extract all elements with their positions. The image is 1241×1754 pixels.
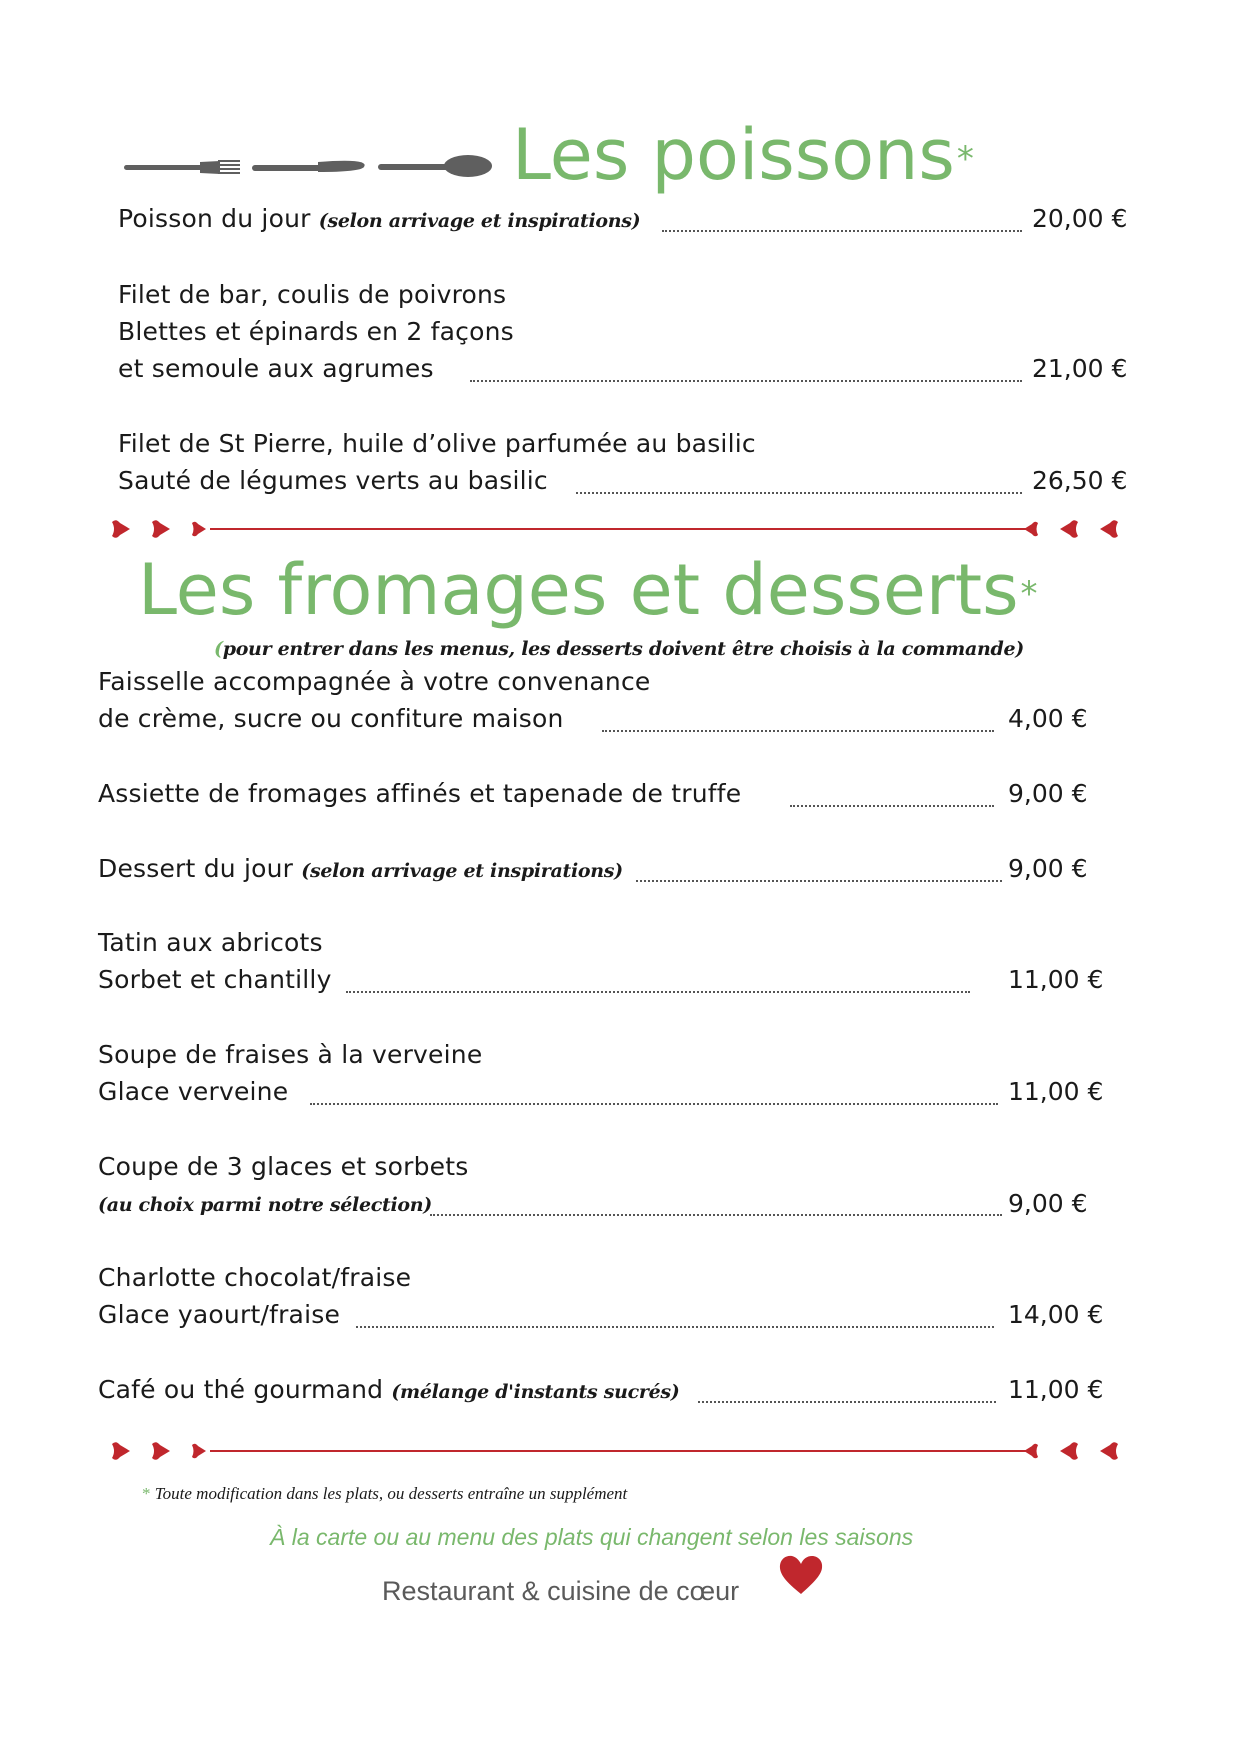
section-title-poissons xyxy=(512,114,974,196)
desserts-subtitle xyxy=(214,638,1024,660)
item-price: 11,00 € xyxy=(1008,1077,1104,1106)
menu-item-coupe-glaces: Coupe de 3 glaces et sorbets xyxy=(98,1152,469,1181)
menu-item-soupe-fraises-l1: Soupe de fraises à la verveine xyxy=(98,1040,483,1069)
menu-item-dessert-du-jour xyxy=(98,856,623,881)
item-note: (mélange d'instants sucrés) xyxy=(391,1381,680,1403)
dot-leader xyxy=(698,1401,996,1403)
dot-leader xyxy=(470,380,1022,382)
item-note: (selon arrivage et inspirations) xyxy=(318,210,641,232)
heart-arrow-divider xyxy=(110,1436,1130,1466)
item-price: 9,00 € xyxy=(1008,1189,1088,1218)
item-price: 4,00 € xyxy=(1008,704,1088,733)
menu-item-assiette-fromages: Assiette de fromages affinés et tapenade de truffe xyxy=(98,779,742,808)
poissons-title-text: Les poissons xyxy=(512,114,955,196)
dot-leader xyxy=(602,730,994,732)
dot-leader xyxy=(430,1214,1002,1216)
subtitle-paren: ( xyxy=(214,638,223,660)
menu-item-poisson-du-jour xyxy=(118,206,640,231)
menu-item-charlotte-l2: Glace yaourt/fraise xyxy=(98,1300,341,1329)
menu-item-faisselle-l1: Faisselle accompagnée à votre convenance xyxy=(98,667,651,696)
desserts-title-text: Les fromages et desserts xyxy=(138,549,1019,631)
tagline: À la carte ou au menu des plats qui changent selon les saisons xyxy=(270,1524,914,1550)
dot-leader xyxy=(790,805,994,807)
dot-leader xyxy=(576,492,1022,494)
footnote xyxy=(142,1484,627,1504)
section-title-desserts xyxy=(138,549,1038,631)
dot-leader xyxy=(356,1326,994,1328)
cutlery-decoration xyxy=(120,150,500,184)
footnote-text: Toute modification dans les plats, ou desserts entraîne un supplément xyxy=(154,1484,628,1503)
heart-arrow-divider xyxy=(110,514,1130,544)
item-note: (selon arrivage et inspirations) xyxy=(301,860,623,882)
menu-item-cafe-gourmand xyxy=(98,1377,679,1402)
menu-item-filet-de-bar-l3: et semoule aux agrumes xyxy=(118,354,434,383)
menu-item-filet-de-bar-l1: Filet de bar, coulis de poivrons xyxy=(118,280,507,309)
footnote-star: * xyxy=(142,1484,151,1503)
item-price: 20,00 € xyxy=(1032,204,1128,233)
item-price: 9,00 € xyxy=(1008,779,1088,808)
menu-item-tatin-l1: Tatin aux abricots xyxy=(98,928,323,957)
heart-icon xyxy=(778,1554,824,1596)
subtitle-text: pour entrer dans les menus, les desserts doivent être choisis à la commande) xyxy=(222,638,1024,660)
knife-icon xyxy=(252,161,365,172)
menu-item-faisselle-l2: de crème, sucre ou confiture maison xyxy=(98,704,564,733)
brand-name: Restaurant & cuisine de cœur xyxy=(382,1576,740,1606)
dot-leader xyxy=(346,991,970,993)
title-star: * xyxy=(956,139,974,179)
menu-item-st-pierre-l2: Sauté de légumes verts au basilic xyxy=(118,466,548,495)
item-name: Poisson du jour xyxy=(118,204,311,233)
item-price: 11,00 € xyxy=(1008,965,1104,994)
item-price: 26,50 € xyxy=(1032,466,1128,495)
menu-item-charlotte-l1: Charlotte chocolat/fraise xyxy=(98,1263,412,1292)
item-price: 21,00 € xyxy=(1032,354,1128,383)
dot-leader xyxy=(662,230,1022,232)
dot-leader xyxy=(310,1103,998,1105)
item-name: Café ou thé gourmand xyxy=(98,1375,384,1404)
dot-leader xyxy=(636,880,1002,882)
menu-item-soupe-fraises-l2: Glace verveine xyxy=(98,1077,289,1106)
menu-item-tatin-l2: Sorbet et chantilly xyxy=(98,965,332,994)
item-price: 14,00 € xyxy=(1008,1300,1104,1329)
item-name: Dessert du jour xyxy=(98,854,294,883)
item-note: (au choix parmi notre sélection) xyxy=(98,1194,432,1216)
menu-item-st-pierre-l1: Filet de St Pierre, huile d’olive parfumée au basilic xyxy=(118,429,756,458)
item-price: 11,00 € xyxy=(1008,1375,1104,1404)
spoon-icon xyxy=(378,155,492,177)
menu-item-filet-de-bar-l2: Blettes et épinards en 2 façons xyxy=(118,317,514,346)
title-star: * xyxy=(1020,574,1038,614)
fork-icon xyxy=(124,160,240,174)
item-price: 9,00 € xyxy=(1008,854,1088,883)
